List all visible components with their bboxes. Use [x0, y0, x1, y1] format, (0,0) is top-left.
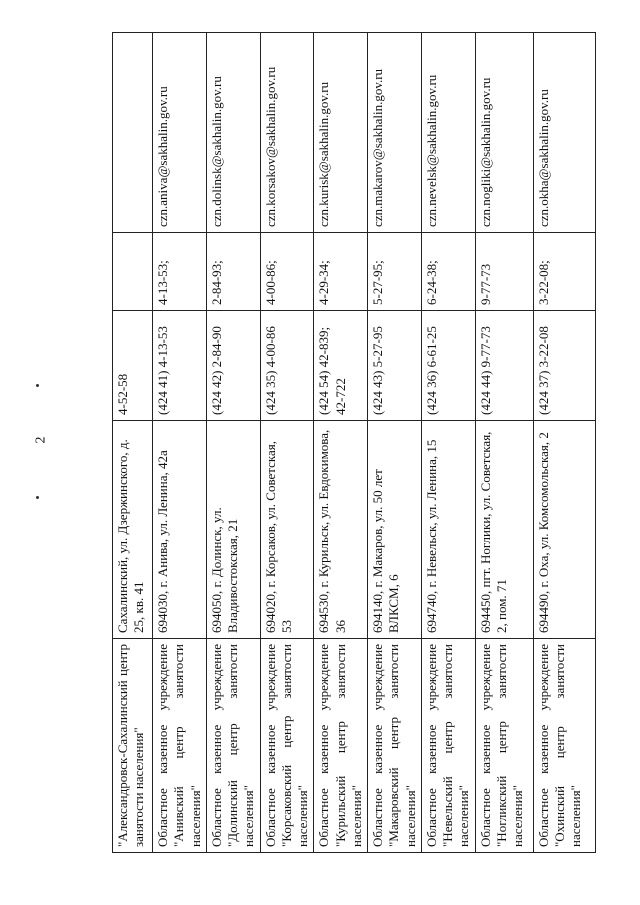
email-cell: czn.okha@sakhalin.gov.ru [533, 33, 595, 233]
center-name-cell: Областное казенное учреждение "Ногликский центр занятости населения" [475, 639, 533, 853]
rotated-table-frame [112, 33, 583, 853]
table-body [113, 33, 596, 853]
phone-cell: 9-77-73 [475, 233, 533, 311]
address-cell: 694490, г. Оха, ул. Комсомольская, 2 [533, 421, 595, 639]
address-cell: 694050, г. Долинск, ул. Владивостокская, 21 [206, 421, 260, 639]
phone-cell: 5-27-95; [368, 233, 422, 311]
table-row [113, 33, 153, 853]
phone-cell: 3-22-08; [533, 233, 595, 311]
address-cell: 694450, пгт. Ноглики, ул. Советская, 2, пом. 71 [475, 421, 533, 639]
phone-cell: 4-00-86; [260, 233, 314, 311]
phone-fax-cell: 4-52-58 [113, 311, 153, 421]
address-cell: 694530, г. Курильск, ул. Евдокимова, 36 [314, 421, 368, 639]
email-cell [113, 33, 153, 233]
email-cell: czn.kurisk@sakhalin.gov.ru [314, 33, 368, 233]
table-row [314, 33, 368, 853]
phone-cell: 6-24-38; [421, 233, 475, 311]
scan-speck [36, 384, 39, 387]
phone-cell: 4-29-34; [314, 233, 368, 311]
address-cell: 694030, г. Анива, ул. Ленина, 42а [153, 421, 207, 639]
phone-cell [113, 233, 153, 311]
email-cell: czn.nogliki@sakhalin.gov.ru [475, 33, 533, 233]
address-cell: 694740, г. Невельск, ул. Ленина, 15 [421, 421, 475, 639]
phone-cell: 4-13-53; [153, 233, 207, 311]
table-row [368, 33, 422, 853]
phone-fax-cell: (424 54) 42-839; 42-722 [314, 311, 368, 421]
phone-fax-cell: (424 36) 6-61-25 [421, 311, 475, 421]
scan-speck [36, 496, 39, 499]
email-cell: czn.aniva@sakhalin.gov.ru [153, 33, 207, 233]
table-row [533, 33, 595, 853]
email-cell: czn.korsakov@sakhalin.gov.ru [260, 33, 314, 233]
address-cell: 694140, г. Макаров, ул. 50 лет ВЛКСМ, 6 [368, 421, 422, 639]
center-name-cell: "Александровск-Сахалинский центр занятости населения" [113, 639, 153, 853]
center-name-cell: Областное казенное учреждение "Долинский центр занятости населения" [206, 639, 260, 853]
email-cell: czn.dolinsk@sakhalin.gov.ru [206, 33, 260, 233]
table-container [112, 33, 583, 853]
table-row [421, 33, 475, 853]
phone-fax-cell: (424 41) 4-13-53 [153, 311, 207, 421]
center-name-cell: Областное казенное учреждение "Курильский центр занятости населения" [314, 639, 368, 853]
phone-fax-cell: (424 43) 5-27-95 [368, 311, 422, 421]
phone-fax-cell: (424 44) 9-77-73 [475, 311, 533, 421]
table-row [206, 33, 260, 853]
center-name-cell: Областное казенное учреждение "Невельский центр занятости населения" [421, 639, 475, 853]
table-row [475, 33, 533, 853]
center-name-cell: Областное казенное учреждение "Анивский центр занятости населения" [153, 639, 207, 853]
address-cell: Сахалинский, ул. Дзержинского, д. 25, кв. 41 [113, 421, 153, 639]
phone-fax-cell: (424 35) 4-00-86 [260, 311, 314, 421]
email-cell: czn.makarov@sakhalin.gov.ru [368, 33, 422, 233]
address-cell: 694020, г. Корсаков, ул. Советская, 53 [260, 421, 314, 639]
center-name-cell: Областное казенное учреждение "Макаровский центр занятости населения" [368, 639, 422, 853]
center-name-cell: Областное казенное учреждение "Корсаковский центр занятости населения" [260, 639, 314, 853]
phone-fax-cell: (424 42) 2-84-90 [206, 311, 260, 421]
center-name-cell: Областное казенное учреждение "Охинский центр занятости населения" [533, 639, 595, 853]
table-row [260, 33, 314, 853]
page-number: 2 [33, 436, 49, 444]
phone-cell: 2-84-93; [206, 233, 260, 311]
email-cell: czn.nevelsk@sakhalin.gov.ru [421, 33, 475, 233]
table-row [153, 33, 207, 853]
phone-fax-cell: (424 37) 3-22-08 [533, 311, 595, 421]
employment-centers-table [112, 32, 596, 853]
